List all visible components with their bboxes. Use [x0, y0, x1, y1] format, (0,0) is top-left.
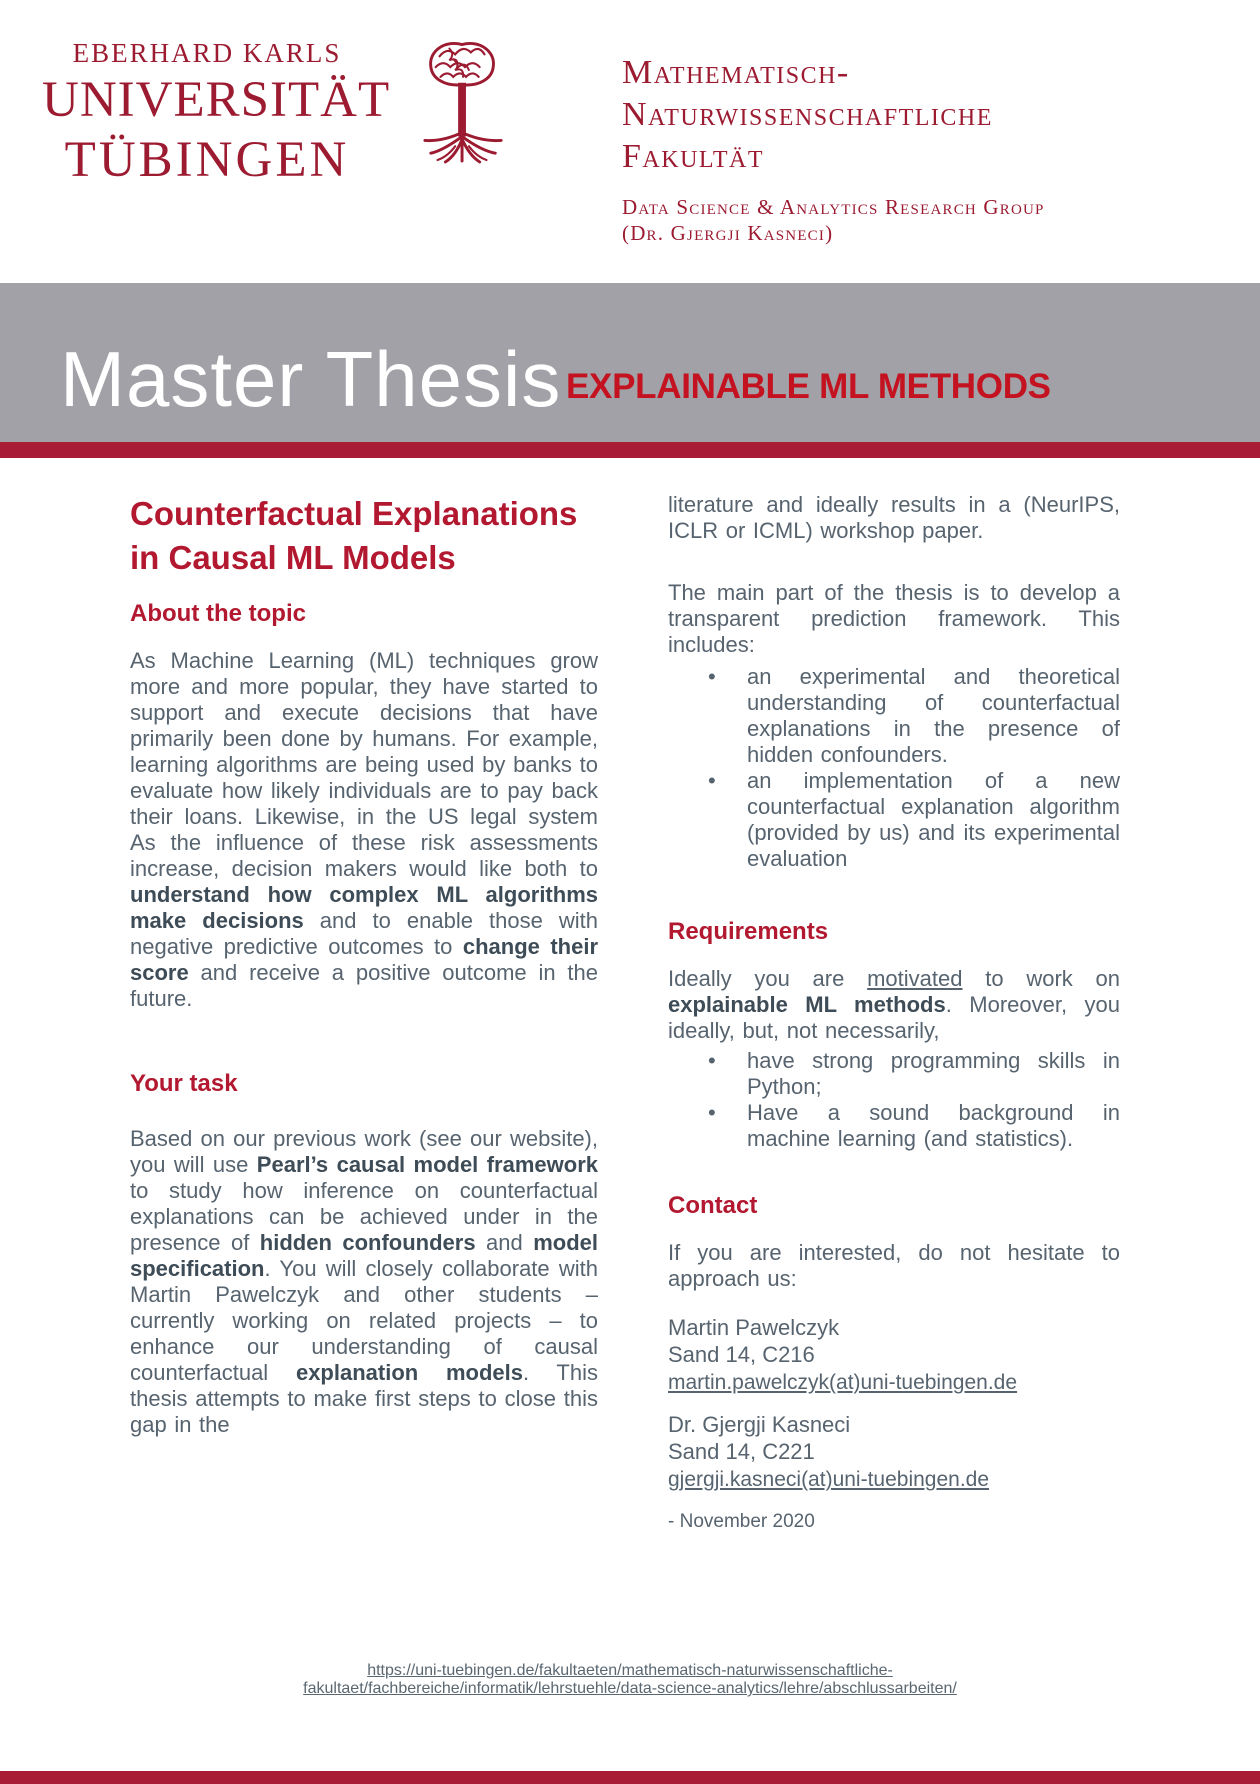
contact-card-kasneci — [668, 1411, 1120, 1493]
faculty-line-3: Fakultät — [622, 138, 765, 175]
faculty-line-2: Naturwissenschaftliche — [622, 96, 993, 133]
footer-url-line-1[interactable]: https://uni-tuebingen.de/fakultaeten/mathematisch-naturwissenschaftliche- — [367, 1662, 893, 1679]
university-logo — [42, 38, 391, 188]
your-task-paragraph: Based on our previous work (see our website), you will use Pearl’s causal model framework to study how inference on counterfactual explanations can be achieved under in the presence of hidden confounders and model specification. You will closely collaborate with Martin Pawelczyk and other students – currently working on related projects – to enhance our understanding of causal counterfactual explanation models. This thesis attempts to make first steps to close this gap in the — [130, 1126, 598, 1437]
thesis-title: Counterfactual Explanations in Causal ML Models — [130, 495, 578, 576]
about-topic-heading: About the topic — [130, 600, 306, 627]
list-item: • an implementation of a new counterfactual explanation algorithm (provided by us) and its experimental evaluation — [668, 768, 1120, 872]
faculty-line-1: Mathematisch- — [622, 54, 850, 91]
main-part-paragraph: The main part of the thesis is to develop a transparent prediction framework. This includes: — [668, 580, 1120, 657]
list-item: • Have a sound background in machine learning (and statistics). — [668, 1100, 1120, 1152]
list-item: • have strong programming skills in Python; — [668, 1048, 1120, 1100]
research-group-lead: (Dr. Gjergji Kasneci) — [622, 221, 834, 245]
date-note: - November 2020 — [668, 1510, 815, 1532]
contact-intro: If you are interested, do not hesitate to approach us: — [668, 1239, 1120, 1291]
footer-link-block — [0, 1662, 1260, 1698]
right-column — [668, 462, 1120, 1535]
about-topic-paragraph: As Machine Learning (ML) techniques grow more and more popular, they have started to support and execute decisions that have primarily been done by humans. For example, learning algorithms are being used by banks to evaluate how likely individuals are to pay back their loans. Likewise, in the US legal system As the influence of these risk assessments increase, decision makers would like both to understand how complex ML algorithms make decisions and to enable those with negative predictive outcomes to change their score and receive a positive outcome in the future. — [130, 648, 599, 1011]
logo-tuebingen: TÜBINGEN — [64, 132, 350, 188]
contact-email-link[interactable]: gjergji.kasneci(at)uni-tuebingen.de — [668, 1467, 990, 1491]
your-task-heading: Your task — [130, 1070, 238, 1097]
includes-bullet-list — [668, 664, 1120, 872]
contact-address: Sand 14, C216 — [668, 1341, 815, 1367]
contact-card-pawelczyk — [668, 1314, 1120, 1396]
contact-heading: Contact — [668, 1192, 758, 1219]
title-banner — [0, 283, 1260, 442]
research-group-name: Data Science & Analytics Research Group — [622, 195, 1045, 219]
requirements-paragraph: Ideally you are motivated to work on explainable ML methods. Moreover, you ideally, but, not necessarily, — [668, 966, 1121, 1043]
logo-universitaet: UNIVERSITÄT — [42, 72, 391, 128]
research-group-block — [622, 194, 1045, 246]
accent-bar-bottom — [0, 1771, 1260, 1784]
faculty-block — [622, 52, 1045, 246]
contact-name: Martin Pawelczyk — [668, 1314, 840, 1340]
left-column — [130, 462, 598, 1438]
banner-title: Master Thesis — [60, 335, 562, 423]
accent-bar-top — [0, 442, 1260, 458]
logo-eberhard-karls: EBERHARD KARLS — [72, 38, 342, 68]
list-item: • an experimental and theoretical understanding of counterfactual explanations in the presence of hidden confounders. — [668, 664, 1120, 768]
contact-address: Sand 14, C221 — [668, 1438, 815, 1464]
contact-email-link[interactable]: martin.pawelczyk(at)uni-tuebingen.de — [668, 1370, 1018, 1394]
tuebingen-tree-logo-icon — [420, 36, 508, 194]
continuation-paragraph: literature and ideally results in a (NeurIPS, ICLR or ICML) workshop paper. — [668, 492, 1120, 543]
requirements-bullet-list — [668, 1048, 1120, 1152]
requirements-heading: Requirements — [668, 918, 829, 945]
contact-name: Dr. Gjergji Kasneci — [668, 1411, 851, 1437]
footer-url-line-2[interactable]: fakultaet/fachbereiche/informatik/lehrstuehle/data-science-analytics/lehre/abschlussarbeiten/ — [303, 1680, 957, 1697]
banner-subtitle: EXPLAINABLE ML METHODS — [566, 367, 1051, 406]
